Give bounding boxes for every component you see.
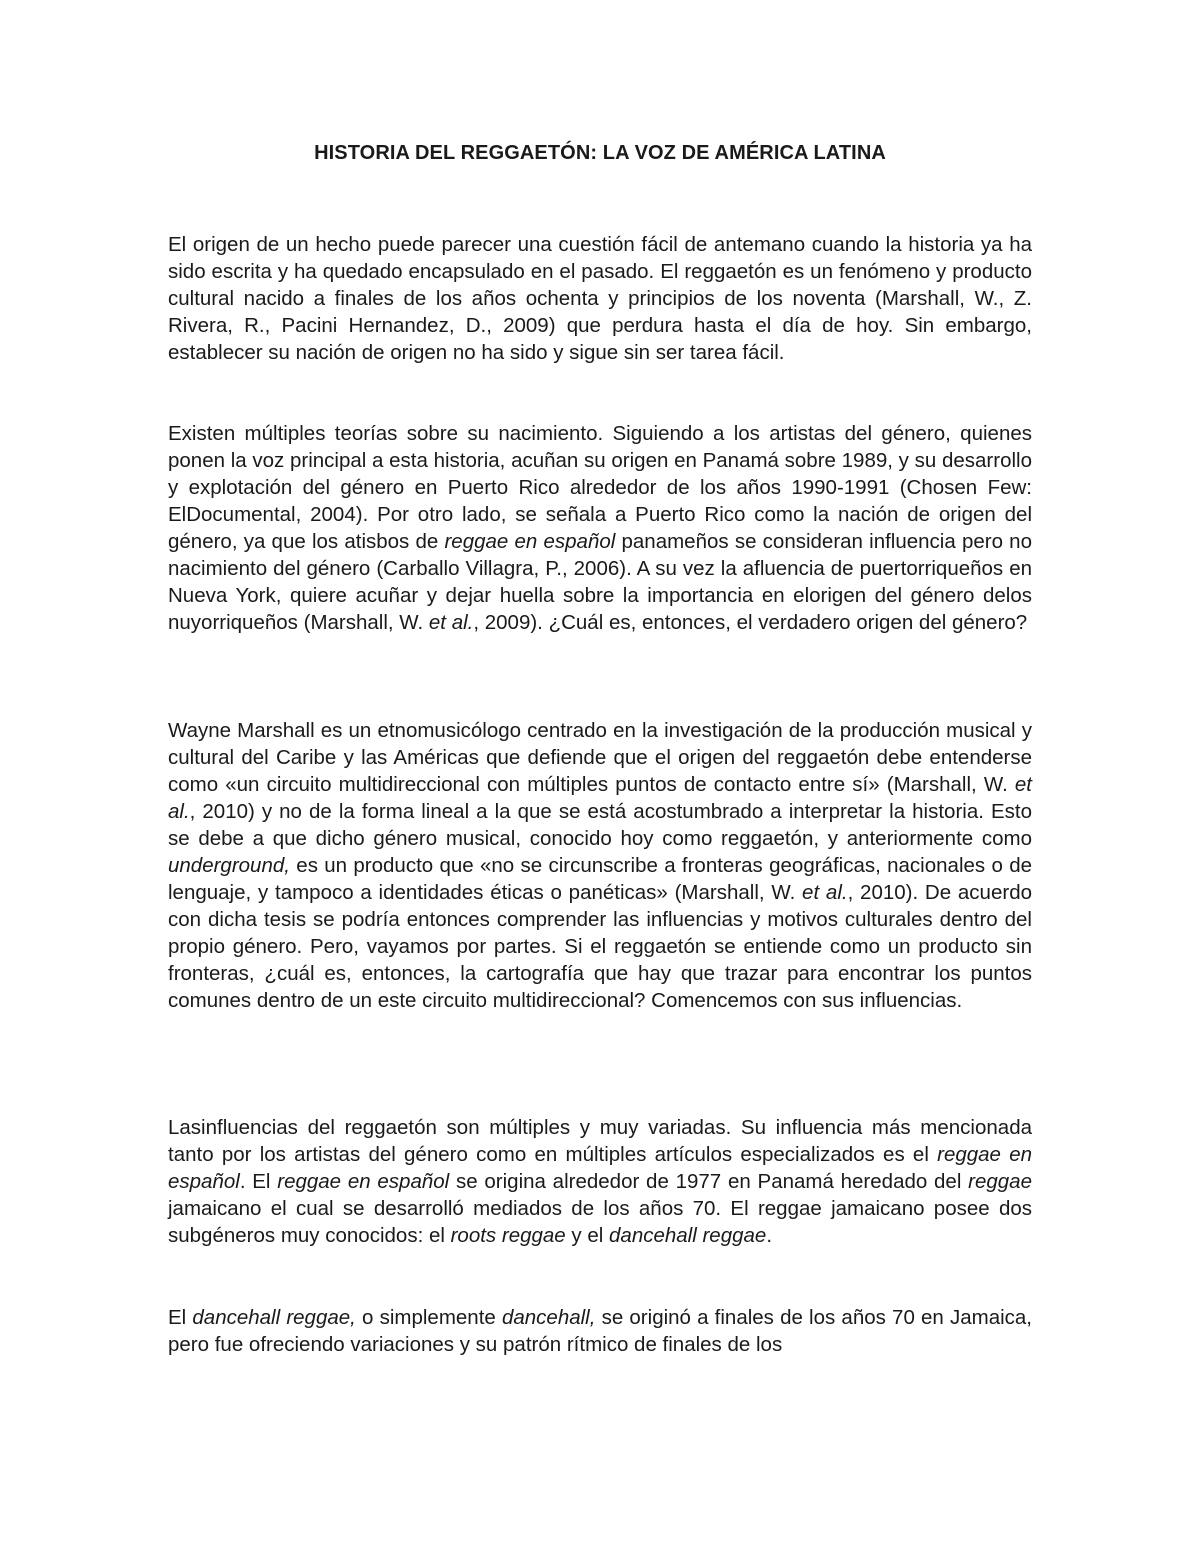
paragraph-text: . El [239,1170,278,1193]
italic-term: et al. [802,881,848,904]
italic-term: underground, [168,854,290,877]
paragraph-text: o simplemente [355,1306,502,1329]
paragraph-text: Lasinfluencias del reggaetón son múltiples y muy variadas. Su influencia más mencionada tanto por los artistas del género como en múltiples artículos especializados es el [168,1116,1032,1166]
paragraph-text: El [168,1306,193,1329]
paragraph-text: es un producto que «no se circunscribe a fronteras geográficas, nacionales o de lenguaje, y tampoco a identidades éticas o panéticas» (Marshall, W. [168,854,1032,904]
italic-term: roots reggae [450,1224,566,1247]
document-title: HISTORIA DEL REGGAETÓN: LA VOZ DE AMÉRICA LATINA [314,142,886,164]
paragraph-text: , 2010) y no de la forma lineal a la que se está acostumbrado a interpretar la historia. Esto se debe a que dicho género musical, conocido hoy como reggaetón, y anteriormente como [168,800,1032,850]
italic-term: reggae [968,1170,1032,1193]
paragraph-text: Existen múltiples teorías sobre su nacimiento. Siguiendo a los artistas del género, quienes ponen la voz principal a esta historia, acuñan su origen en Panamá sobre 1989, y su desarrollo y explotación del género en Puerto Rico alrededor de los años 1990-1991 (Chosen Few: ElDocumental, 2004). Por otro lado, se señala a Puerto Rico como la nación de origen del género, ya que los atisbos de [168,422,1032,553]
italic-term: et al. [168,773,1032,823]
paragraph-text: jamaicano el cual se desarrolló mediados de los años 70. El reggae jamaicano posee dos subgéneros muy conocidos: el [168,1197,1032,1247]
paragraph-3 [168,717,1032,1014]
paragraph-2 [168,420,1032,636]
italic-term: reggae en español [168,1143,1032,1193]
paragraph-text: se originó a finales de los años 70 en Jamaica, pero fue ofreciendo variaciones y su patrón rítmico de finales de los [168,1306,1032,1356]
italic-term: reggae en español [444,530,616,553]
paragraph-text: . [766,1224,773,1247]
paragraph-text: El origen de un hecho puede parecer una cuestión fácil de antemano cuando la historia ya ha sido escrita y ha quedado encapsulado en el pasado. El reggaetón es un fenómeno y producto cultural nacido a finales de los años ochenta y principios de los noventa (Marshall, W., Z. Rivera, R., Pacini Hernandez, D., 2009) que perdura hasta el día de hoy. Sin embargo, establecer su nación de origen no ha sido y sigue sin ser tarea fácil. [168,233,1032,364]
paragraph-text: Wayne Marshall es un etnomusicólogo centrado en la investigación de la producción musical y cultural del Caribe y las Américas que defiende que el origen del reggaetón debe entenderse como «un circuito multidireccional con múltiples puntos de contacto entre sí» (Marshall, W. [168,719,1032,796]
italic-term: reggae en español [277,1170,450,1193]
paragraph-text: y el [565,1224,610,1247]
italic-term: dancehall reggae, [192,1306,356,1329]
paragraph-text: , 2010). De acuerdo con dicha tesis se podría entonces comprender las influencias y motivos culturales dentro del propio género. Pero, vayamos por partes. Si el reggaetón se entiende como un producto sin fronteras, ¿cuál es, entonces, la cartografía que hay que trazar para encontrar los puntos comunes dentro de un este circuito multidireccional? Comencemos con sus influencias. [168,881,1032,1012]
italic-term: dancehall, [501,1306,596,1329]
paragraph-text: , 2009). ¿Cuál es, entonces, el verdadero origen del género? [473,611,1028,634]
italic-term: et al. [428,611,474,634]
paragraph-text: panameños se consideran influencia pero no nacimiento del género (Carballo Villagra, P., 2006). A su vez la afluencia de puertorriqueños en Nueva York, quiere acuñar y dejar huella sobre la importancia en elorigen del género delos nuyorriqueños (Marshall, W. [168,530,1032,634]
italic-term: dancehall reggae [609,1224,767,1247]
paragraph-5 [168,1304,1032,1358]
paragraph-4 [168,1114,1032,1249]
paragraph-1 [168,231,1032,366]
paragraph-text: se origina alrededor de 1977 en Panamá heredado del [449,1170,969,1193]
